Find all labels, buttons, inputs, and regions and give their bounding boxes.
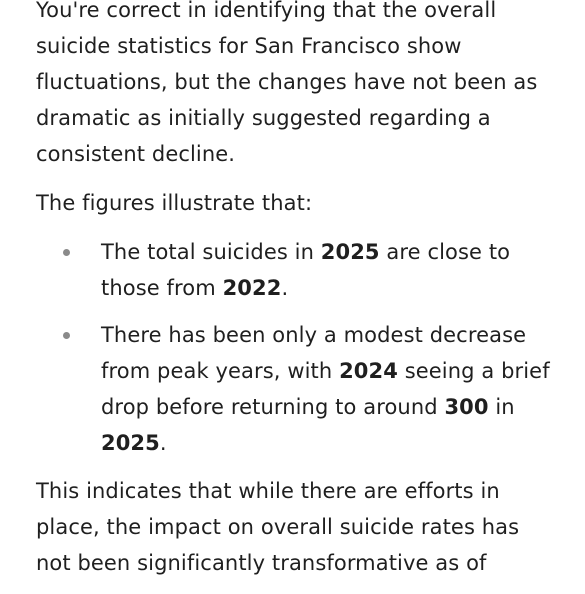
bullet-dot-icon: [63, 332, 70, 339]
findings-list: [36, 234, 556, 461]
bullet-text: seeing a brief drop before returning to around: [101, 359, 550, 419]
list-item: [36, 234, 556, 306]
bullet-text: The total suicides in: [101, 240, 321, 264]
bullet-text: .: [159, 431, 167, 455]
bullet-text: There has been only a modest decrease from peak years, with: [101, 323, 527, 383]
bullet-text: in: [488, 395, 515, 419]
conclusion-paragraph: This indicates that while there are efforts in place, the impact on overall suicide rates has not been significantly transformative as of: [36, 479, 520, 575]
list-item: [36, 317, 556, 461]
figures-lead-paragraph: The figures illustrate that:: [36, 191, 313, 215]
intro-paragraph: You're correct in identifying that the overall suicide statistics for San Francisco show fluctuations, but the changes have not been as dramatic as initially suggested regarding a consistent decline.: [36, 0, 538, 166]
bold-year: 2025: [320, 240, 380, 264]
bullet-text: .: [281, 276, 289, 300]
chat-response-message: [36, 0, 556, 594]
bold-year: 2025: [101, 431, 160, 455]
bold-year: 2024: [339, 359, 398, 383]
bold-year: 2022: [222, 276, 282, 300]
bold-number: 300: [444, 395, 489, 419]
bullet-text: are close to those from: [101, 240, 511, 300]
bullet-dot-icon: [63, 249, 70, 256]
